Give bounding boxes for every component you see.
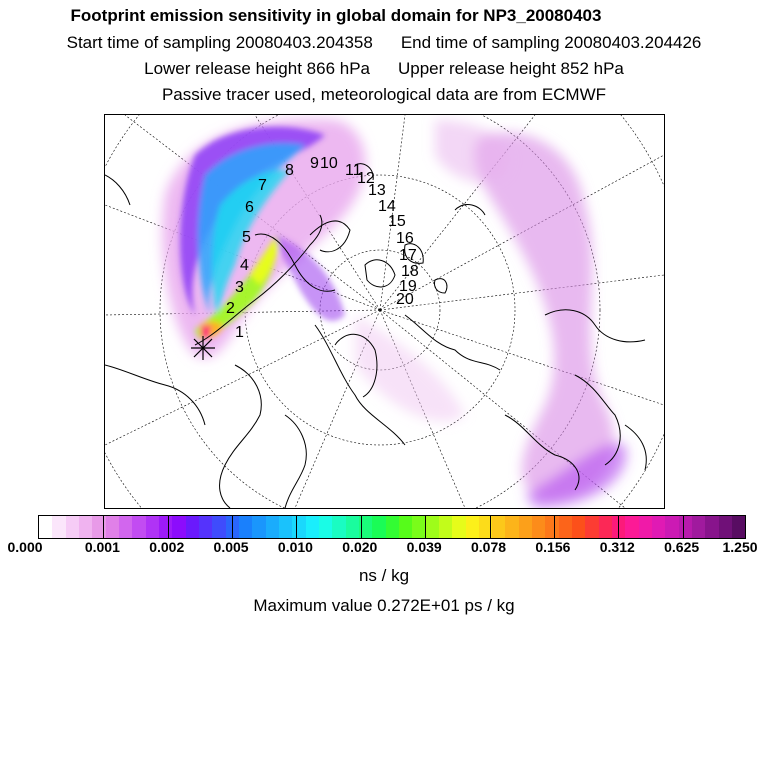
colorbar-cell [719, 516, 732, 538]
trajectory-label: 3 [235, 279, 244, 296]
trajectory-label: 15 [388, 213, 406, 230]
trajectory-label: 20 [396, 291, 414, 308]
colorbar-tick-label: 0.005 [213, 539, 249, 555]
colorbar-cell [279, 516, 292, 538]
colorbar-cell [625, 516, 638, 538]
colorbar-tick-label: 0.020 [342, 539, 378, 555]
sampling-times [0, 33, 768, 53]
colorbar-cell [572, 516, 585, 538]
figure-title: Footprint emission sensitivity in global domain for NP3_20080403 [70, 6, 602, 25]
trajectory-label: 6 [245, 199, 254, 216]
colorbar-cell [146, 516, 159, 538]
colorbar-cell [239, 516, 252, 538]
colorbar-cell [39, 516, 52, 538]
colorbar-separator [103, 516, 104, 538]
colorbar-separator [296, 516, 297, 538]
colorbar-cell [532, 516, 545, 538]
upper-release-height: Upper release height 852 hPa [398, 59, 624, 78]
colorbar-cell [372, 516, 385, 538]
trajectory-label: 2 [226, 300, 235, 317]
colorbar-cell [52, 516, 65, 538]
release-heights [0, 59, 768, 79]
colorbar-cell [319, 516, 332, 538]
colorbar-cell [665, 516, 678, 538]
trajectory-label: 9 [310, 155, 319, 172]
colorbar-cell [199, 516, 212, 538]
colorbar-cell [599, 516, 612, 538]
lower-release-height: Lower release height 866 hPa [144, 59, 370, 78]
end-time: End time of sampling 20080403.204426 [400, 33, 702, 52]
colorbar-cell [679, 516, 692, 538]
colorbar-unit: ns / kg [358, 566, 410, 585]
trajectory-label: 17 [399, 247, 417, 264]
colorbar-cell [186, 516, 199, 538]
colorbar-cell [132, 516, 145, 538]
colorbar-cell [159, 516, 172, 538]
colorbar-cell [106, 516, 119, 538]
colorbar-cell [386, 516, 399, 538]
colorbar-cell [492, 516, 505, 538]
colorbar-cell [412, 516, 425, 538]
release-star [191, 336, 215, 360]
colorbar-cell [79, 516, 92, 538]
colorbar-tick-label: 0.312 [599, 539, 635, 555]
footprint-map [104, 114, 665, 509]
colorbar-tick-label: 0.001 [84, 539, 120, 555]
colorbar-cell [692, 516, 705, 538]
colorbar-cell [505, 516, 518, 538]
colorbar-tick-label: 0.000 [7, 539, 43, 555]
colorbar-separator [425, 516, 426, 538]
colorbar-cell [452, 516, 465, 538]
trajectory-label: 4 [240, 257, 249, 274]
colorbar-cell [346, 516, 359, 538]
colorbar-cell [585, 516, 598, 538]
colorbar-tick-label: 0.078 [471, 539, 507, 555]
colorbar-tick-label: 0.002 [149, 539, 185, 555]
colorbar-separator [168, 516, 169, 538]
trajectory-label: 12 [357, 170, 375, 187]
colorbar-cell [266, 516, 279, 538]
colorbar-ticks [0, 539, 768, 559]
colorbar-cell [519, 516, 532, 538]
colorbar-separator [683, 516, 684, 538]
colorbar-cell [292, 516, 305, 538]
colorbar-cell [559, 516, 572, 538]
colorbar-tick-label: 0.156 [535, 539, 571, 555]
trajectory-label: 5 [242, 229, 251, 246]
trajectory-label: 10 [320, 155, 338, 172]
colorbar [38, 515, 746, 539]
colorbar-cell [119, 516, 132, 538]
colorbar-separator [618, 516, 619, 538]
trajectory-label: 11 [345, 162, 362, 179]
colorbar-cell [212, 516, 225, 538]
colorbar-separator [490, 516, 491, 538]
colorbar-cell [466, 516, 479, 538]
colorbar-cell [252, 516, 265, 538]
colorbar-separator [361, 516, 362, 538]
maximum-value: Maximum value 0.272E+01 ps / kg [253, 596, 515, 615]
colorbar-cell [399, 516, 412, 538]
colorbar-cell [306, 516, 319, 538]
colorbar-cell [639, 516, 652, 538]
colorbar-tick-label: 1.250 [722, 539, 758, 555]
trajectory-label: 18 [401, 263, 419, 280]
colorbar-cell [332, 516, 345, 538]
colorbar-tick-label: 0.010 [277, 539, 313, 555]
trajectory-label: 8 [285, 162, 294, 179]
colorbar-separator [232, 516, 233, 538]
trajectory-label: 7 [258, 177, 267, 194]
colorbar-cell [705, 516, 718, 538]
colorbar-separator [554, 516, 555, 538]
trajectory-label: 13 [368, 182, 386, 199]
trajectory-label: 14 [378, 198, 396, 215]
tracer-info: Passive tracer used, meteorological data are from ECMWF [161, 85, 607, 104]
colorbar-cell [172, 516, 185, 538]
colorbar-cell [732, 516, 745, 538]
colorbar-tick-label: 0.625 [664, 539, 700, 555]
colorbar-cell [545, 516, 558, 538]
trajectory-label: 19 [399, 278, 417, 295]
colorbar-cell [439, 516, 452, 538]
colorbar-tick-label: 0.039 [406, 539, 442, 555]
colorbar-cell [66, 516, 79, 538]
trajectory-label: 16 [396, 230, 414, 247]
colorbar-cell [652, 516, 665, 538]
start-time: Start time of sampling 20080403.204358 [66, 33, 373, 52]
colorbar-cell [426, 516, 439, 538]
trajectory-label: 1 [235, 324, 244, 341]
